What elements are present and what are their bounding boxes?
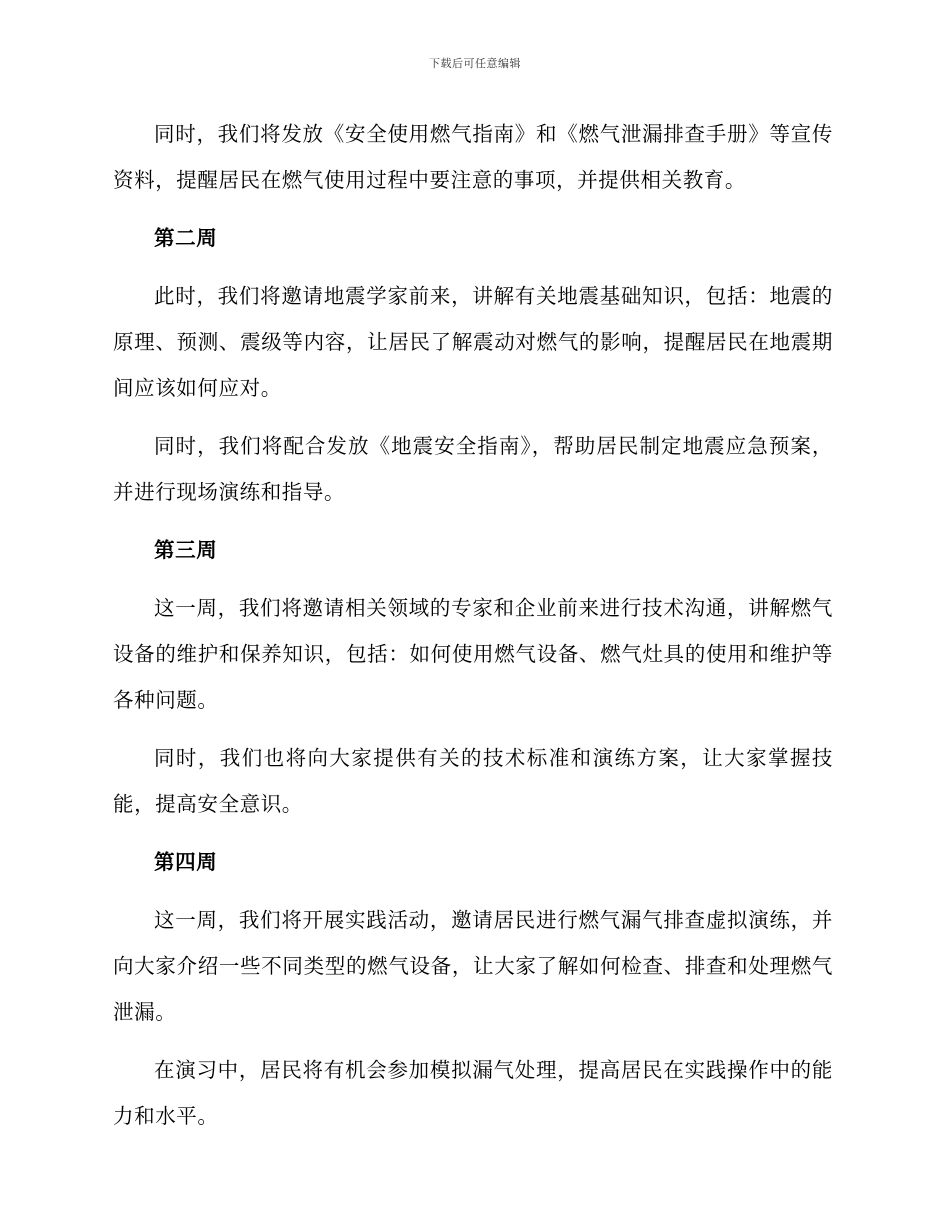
paragraph: 在演习中，居民将有机会参加模拟漏气处理，提高居民在实践操作中的能力和水平。 [113, 1058, 833, 1128]
section-heading-week-4: 第四周 [154, 850, 218, 874]
paragraph: 这一周，我们将邀请相关领域的专家和企业前来进行技术沟通，讲解燃气设备的维护和保养知识，包括：如何使用燃气设备、燃气灶具的使用和维护等各种问题。 [113, 596, 833, 712]
paragraph: 同时，我们也将向大家提供有关的技术标准和演练方案，让大家掌握技能，提高安全意识。 [113, 746, 833, 816]
paragraph: 同时，我们将发放《安全使用燃气指南》和《燃气泄漏排查手册》等宣传资料，提醒居民在燃气使用过程中要注意的事项，并提供相关教育。 [113, 122, 833, 192]
document-body [113, 111, 833, 1139]
paragraph: 同时，我们将配合发放《地震安全指南》，帮助居民制定地震应急预案，并进行现场演练和指导。 [113, 434, 833, 504]
section-heading-week-3: 第三周 [154, 538, 218, 562]
paragraph: 此时，我们将邀请地震学家前来，讲解有关地震基础知识，包括：地震的原理、预测、震级等内容，让居民了解震动对燃气的影响，提醒居民在地震期间应该如何应对。 [113, 284, 833, 400]
header-note: 下载后可任意编辑 [429, 57, 521, 70]
section-heading-week-2: 第二周 [154, 226, 218, 250]
paragraph: 这一周，我们将开展实践活动，邀请居民进行燃气漏气排查虚拟演练，并向大家介绍一些不同类型的燃气设备，让大家了解如何检查、排查和处理燃气泄漏。 [113, 908, 833, 1024]
